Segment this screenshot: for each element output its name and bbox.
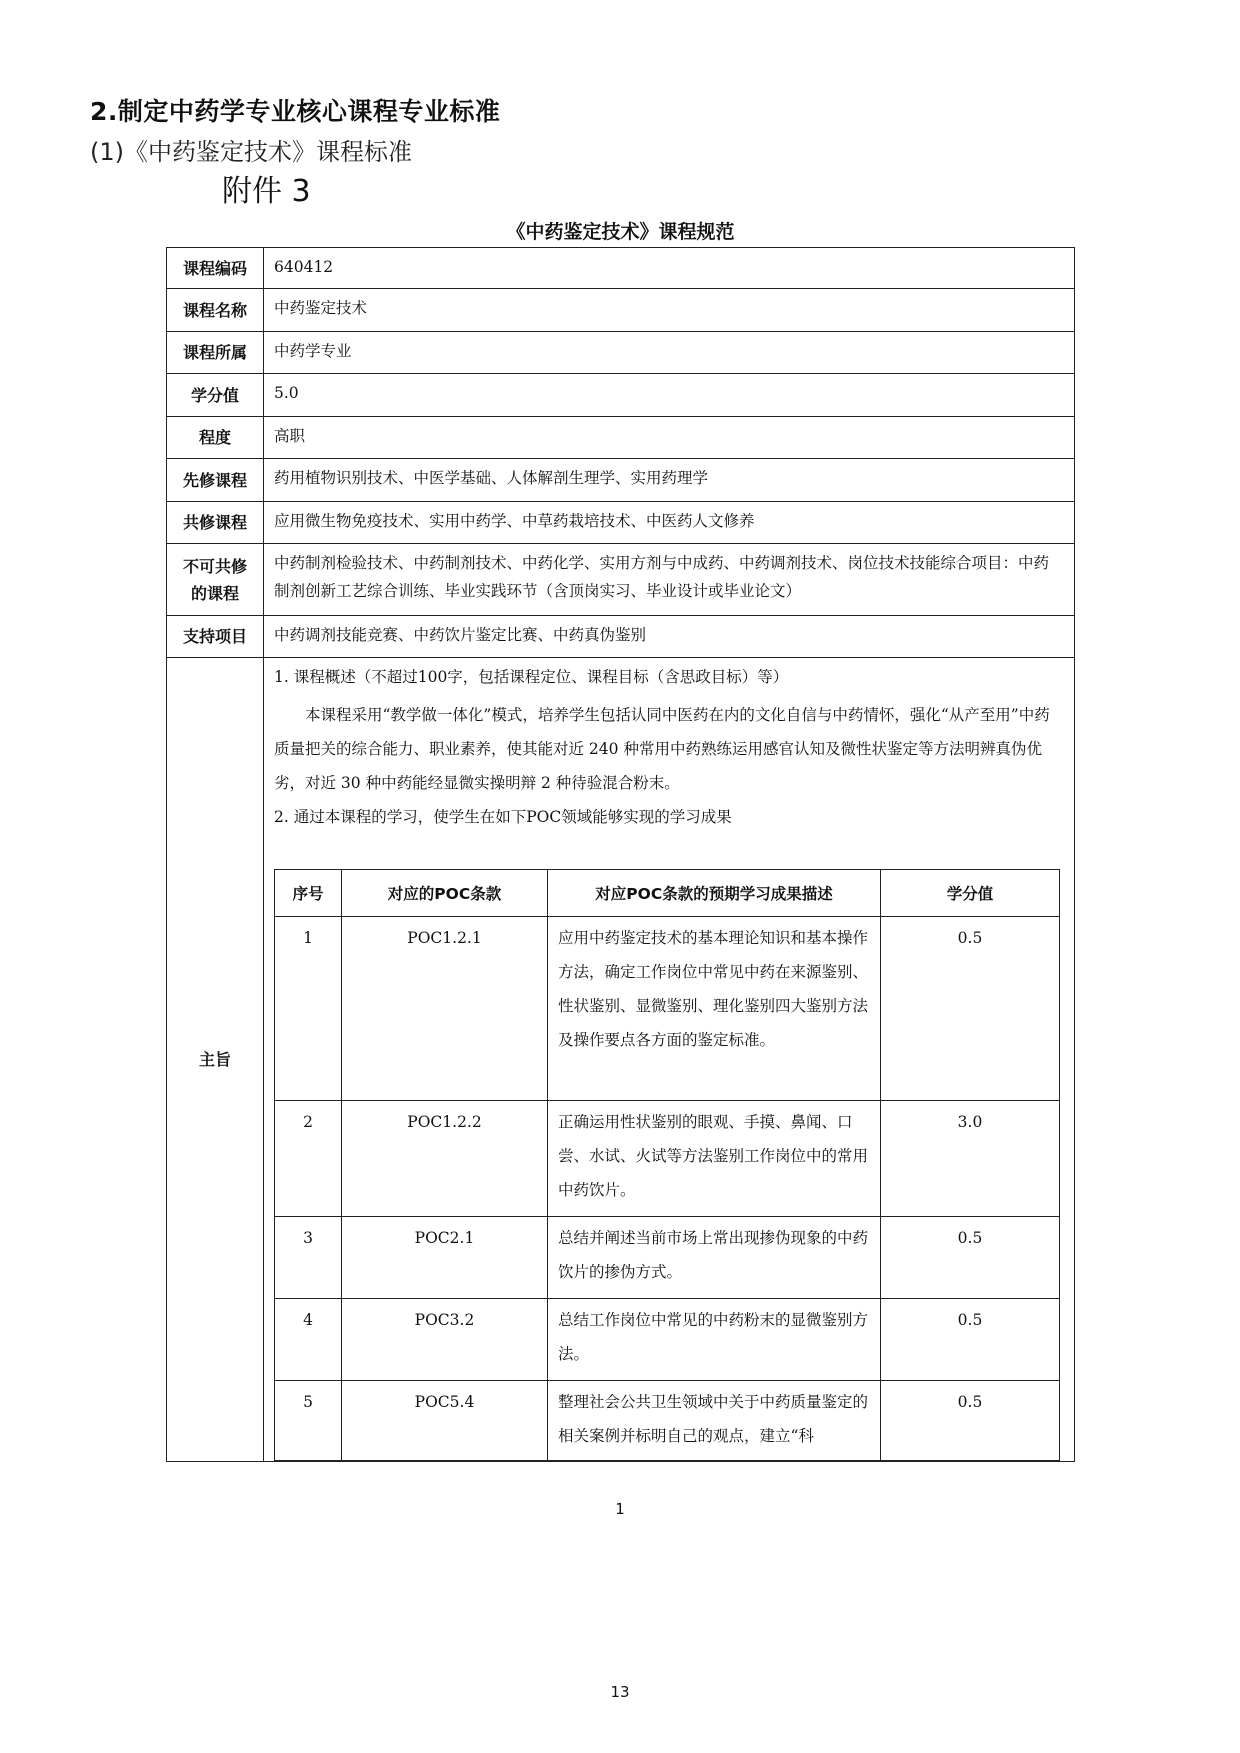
row-number: 1 <box>275 917 342 1101</box>
row-label: 支持项目 <box>167 616 264 658</box>
row-number: 4 <box>275 1299 342 1381</box>
overview-heading: 1. 课程概述（不超过100字，包括课程定位、课程目标（含思政目标）等） <box>274 668 789 686</box>
purpose-label: 主旨 <box>167 658 264 1462</box>
section-heading: 2.制定中药学专业核心课程专业标准 <box>90 97 501 126</box>
table-row <box>167 502 1075 544</box>
poc-clause: POC1.2.1 <box>342 917 548 1101</box>
outcome-description: 整理社会公共卫生领域中关于中药质量鉴定的相关案例并标明自己的观点，建立“科 <box>548 1381 881 1461</box>
credit-value: 0.5 <box>881 1381 1060 1461</box>
row-label: 学分值 <box>167 374 264 417</box>
row-value: 药用植物识别技术、中医学基础、人体解剖生理学、实用药理学 <box>264 459 1075 502</box>
poc-clause: POC1.2.2 <box>342 1101 548 1217</box>
table-row <box>167 289 1075 332</box>
column-header: 学分值 <box>881 870 1060 917</box>
row-number: 3 <box>275 1217 342 1299</box>
row-value: 中药学专业 <box>264 332 1075 374</box>
row-number: 2 <box>275 1101 342 1217</box>
row-value: 中药制剂检验技术、中药制剂技术、中药化学、实用方剂与中成药、中药调剂技术、岗位技术技能综合项目：中药制剂创新工艺综合训练、毕业实践环节（含顶岗实习、毕业设计或毕业论文） <box>264 544 1075 616</box>
purpose-content <box>264 658 1075 1462</box>
row-label-line: 不可共修 <box>182 556 247 576</box>
outcome-description: 总结工作岗位中常见的中药粉末的显微鉴别方法。 <box>548 1299 881 1381</box>
poc-outcomes-table <box>274 869 1060 1461</box>
page-number: 13 <box>610 1683 630 1701</box>
outcome-description: 总结并阐述当前市场上常出现掺伪现象的中药饮片的掺伪方式。 <box>548 1217 881 1299</box>
column-header: 对应POC条款的预期学习成果描述 <box>548 870 881 917</box>
table-row <box>275 917 1060 1101</box>
outcome-description: 正确运用性状鉴别的眼观、手摸、鼻闻、口尝、水试、火试等方法鉴别工作岗位中的常用中药饮片。 <box>548 1101 881 1217</box>
row-label: 先修课程 <box>167 459 264 502</box>
table-row <box>167 417 1075 459</box>
purpose-row <box>167 658 1075 1462</box>
row-label: 课程编码 <box>167 248 264 289</box>
table-row <box>275 1299 1060 1381</box>
row-label <box>167 544 264 616</box>
row-value: 5.0 <box>264 374 1075 417</box>
row-value: 中药调剂技能竞赛、中药饮片鉴定比赛、中药真伪鉴别 <box>264 616 1075 658</box>
spec-title: 《中药鉴定技术》课程规范 <box>506 221 735 243</box>
row-label-line: 的课程 <box>190 583 239 603</box>
table-row <box>167 332 1075 374</box>
credit-value: 0.5 <box>881 917 1060 1101</box>
outcome-description: 应用中药鉴定技术的基本理论知识和基本操作方法，确定工作岗位中常见中药在来源鉴别、性状鉴别、显微鉴别、理化鉴别四大鉴别方法及操作要点各方面的鉴定标准。 <box>548 917 881 1101</box>
credit-value: 0.5 <box>881 1217 1060 1299</box>
overview-text: 本课程采用“教学做一体化”模式，培养学生包括认同中医药在内的文化自信与中药情怀，强化“从产至用”中药质量把关的综合能力、职业素养，使其能对近 240 种常用中药熟练运用感官认知及微性状鉴定等方法明辨真伪优劣，对近 30 种中药能经显微实操明辩 2 种待验混合粉末。 <box>274 706 1050 792</box>
row-number: 5 <box>275 1381 342 1461</box>
column-header: 对应的POC条款 <box>342 870 548 917</box>
poc-clause: POC3.2 <box>342 1299 548 1381</box>
table-row <box>167 459 1075 502</box>
table-row <box>275 1217 1060 1299</box>
row-value: 中药鉴定技术 <box>264 289 1075 332</box>
subsection-heading: (1)《中药鉴定技术》课程标准 <box>90 138 412 166</box>
row-value: 应用微生物免疫技术、实用中药学、中草药栽培技术、中医药人文修养 <box>264 502 1075 544</box>
outcomes-heading: 2. 通过本课程的学习，使学生在如下POC领域能够实现的学习成果 <box>274 808 732 826</box>
poc-clause: POC2.1 <box>342 1217 548 1299</box>
table-row <box>167 544 1075 616</box>
poc-clause: POC5.4 <box>342 1381 548 1461</box>
table-header-row <box>275 870 1060 917</box>
row-label: 程度 <box>167 417 264 459</box>
inner-page-number: 1 <box>615 1500 625 1518</box>
credit-value: 0.5 <box>881 1299 1060 1381</box>
course-spec-table <box>166 247 1075 1462</box>
attachment-label: 附件 3 <box>222 174 311 209</box>
credit-value: 3.0 <box>881 1101 1060 1217</box>
table-row <box>275 1101 1060 1217</box>
row-label: 共修课程 <box>167 502 264 544</box>
table-row <box>275 1381 1060 1461</box>
row-label: 课程所属 <box>167 332 264 374</box>
table-row <box>167 616 1075 658</box>
row-value: 640412 <box>264 248 1075 289</box>
row-label: 课程名称 <box>167 289 264 332</box>
table-row <box>167 374 1075 417</box>
row-value: 高职 <box>264 417 1075 459</box>
column-header: 序号 <box>275 870 342 917</box>
table-row <box>167 248 1075 289</box>
